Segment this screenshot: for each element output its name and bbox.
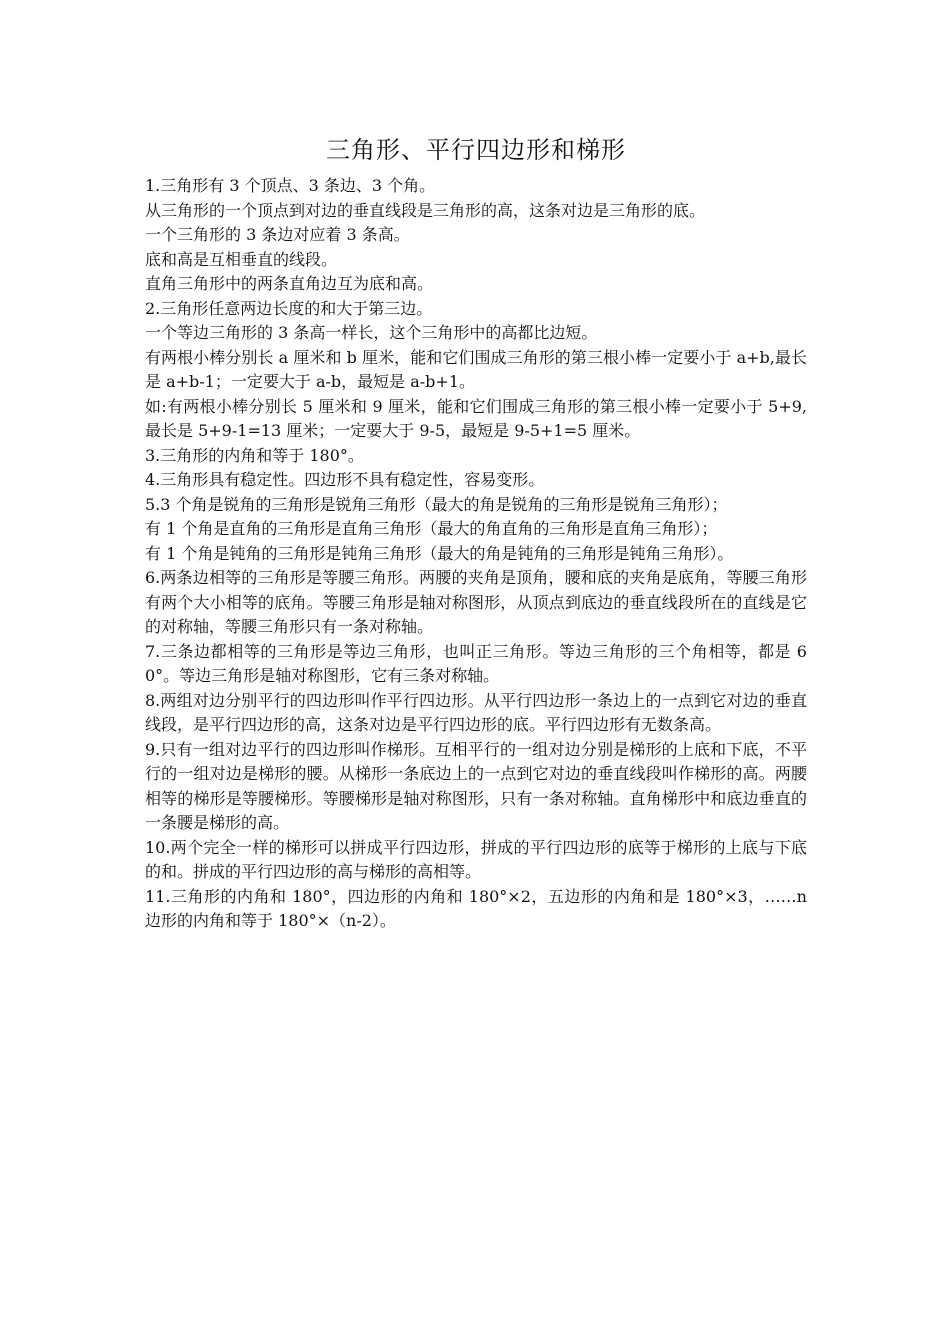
paragraph-15: 6.两条边相等的三角形是等腰三角形。两腰的夹角是顶角，腰和底的夹角是底角，等腰三角形有两个大小相等的底角。等腰三角形是轴对称图形，从顶点到底边的垂直线段所在的直线是它的对称轴，等腰三角形只有一条对称轴。 bbox=[145, 568, 807, 636]
paragraph-8: 有两根小棒分别长 a 厘米和 b 厘米，能和它们围成三角形的第三根小棒一定要小于 a+b,最长是 a+b-1；一定要大于 a-b，最短是 a-b+1。 bbox=[145, 347, 807, 391]
document-page bbox=[145, 130, 807, 934]
paragraph-14: 有 1 个角是钝角的三角形是钝角三角形（最大的角是钝角的三角形是钝角三角形）。 bbox=[145, 543, 734, 563]
paragraph-12: 5.3 个角是锐角的三角形是锐角三角形（最大的角是锐角的三角形是锐角三角形）； bbox=[145, 494, 728, 514]
document-body bbox=[145, 174, 807, 934]
paragraph-13: 有 1 个角是直角的三角形是直角三角形（最大的角直角的三角形是直角三角形）； bbox=[145, 519, 718, 538]
paragraph-1: 1.三角形有 3 个顶点、3 条边、3 个角。 bbox=[145, 176, 436, 195]
paragraph-16: 7.三条边都相等的三角形是等边三角形，也叫正三角形。等边三角形的三个角相等，都是 60°。等边三角形是轴对称图形，它有三条对称轴。 bbox=[145, 641, 807, 685]
paragraph-17: 8.两组对边分别平行的四边形叫作平行四边形。从平行四边形一条边上的一点到它对边的垂直线段，是平行四边形的高，这条对边是平行四边形的底。平行四边形有无数条高。 bbox=[145, 690, 807, 734]
paragraph-20: 11.三角形的内角和 180°，四边形的内角和 180°×2，五边形的内角和是 180°×3，……n 边形的内角和等于 180°×（n-2）。 bbox=[145, 886, 807, 930]
paragraph-7: 一个等边三角形的 3 条高一样长，这个三角形中的高都比边短。 bbox=[145, 323, 598, 342]
paragraph-19: 10.两个完全一样的梯形可以拼成平行四边形，拼成的平行四边形的底等于梯形的上底与下底的和。拼成的平行四边形的高与梯形的高相等。 bbox=[145, 837, 807, 881]
paragraph-2: 从三角形的一个顶点到对边的垂直线段是三角形的高，这条对边是三角形的底。 bbox=[145, 200, 706, 220]
paragraph-5: 直角三角形中的两条直角边互为底和高。 bbox=[145, 274, 434, 293]
paragraph-6: 2.三角形任意两边长度的和大于第三边。 bbox=[145, 298, 433, 318]
paragraph-10: 3.三角形的内角和等于 180°。 bbox=[145, 445, 364, 465]
paragraph-9: 如:有两根小棒分别长 5 厘米和 9 厘米，能和它们围成三角形的第三根小棒一定要小于 5+9,最长是 5+9-1=13 厘米；一定要大于 9-5，最短是 9-5+1=5 厘米。 bbox=[145, 396, 807, 440]
paragraph-4: 底和高是互相垂直的线段。 bbox=[145, 249, 338, 269]
paragraph-18: 9.只有一组对边平行的四边形叫作梯形。互相平行的一组对边分别是梯形的上底和下底，不平行的一组对边是梯形的腰。从梯形一条底边上的一点到它对边的垂直线段叫作梯形的高。两腰相等的梯形是等腰梯形。等腰梯形是轴对称图形，只有一条对称轴。直角梯形中和底边垂直的一条腰是梯形的高。 bbox=[145, 739, 807, 832]
document-title: 三角形、平行四边形和梯形 bbox=[326, 136, 626, 164]
paragraph-3: 一个三角形的 3 条边对应着 3 条高。 bbox=[145, 225, 410, 244]
paragraph-11: 4.三角形具有稳定性。四边形不具有稳定性，容易变形。 bbox=[145, 470, 545, 489]
